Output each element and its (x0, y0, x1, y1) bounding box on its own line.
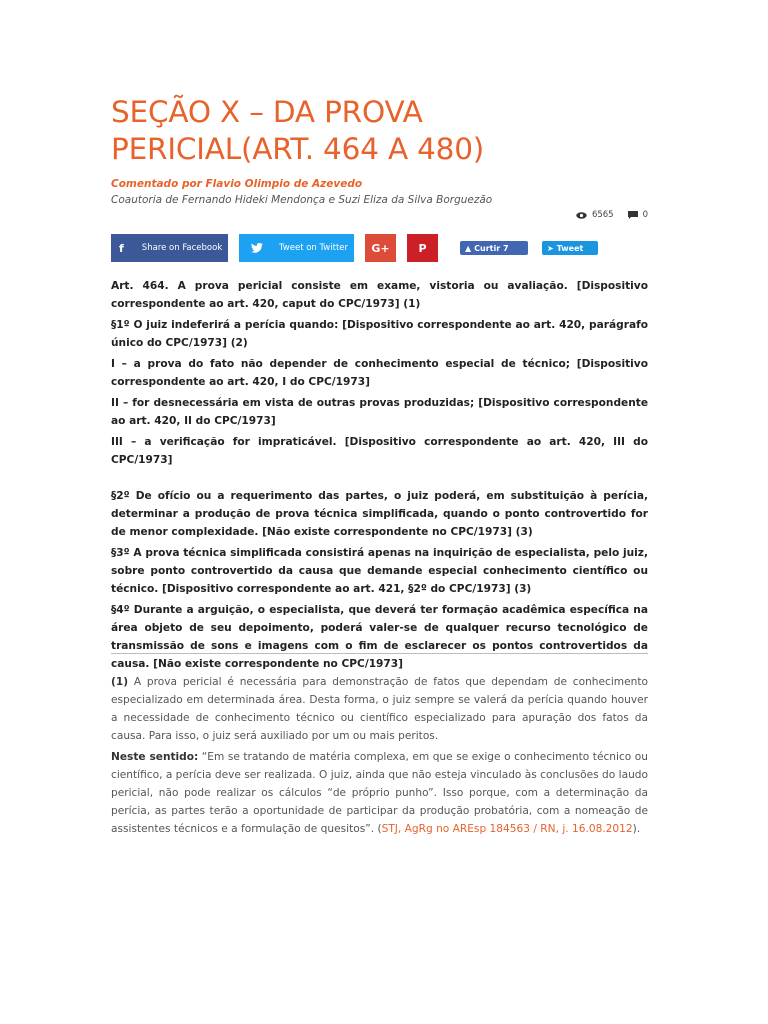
item-iii: III – a verificação for impraticável. [Dispositivo correspondente ao art. 420, III do CPC/1973] (111, 436, 648, 466)
googleplus-icon: G+ (371, 241, 390, 255)
like-label: Curtir 7 (474, 243, 509, 253)
share-twitter-label: Tweet on Twitter (279, 243, 349, 253)
tweet-button[interactable] (542, 241, 598, 255)
article-464: Art. 464. A prova pericial consiste em exame, vistoria ou avaliação. [Dispositivo correspondente ao art. 420, caput do CPC/1973] (1) (111, 280, 648, 310)
paragraph-4: §4º Durante a arguição, o especialista, que deverá ter formação acadêmica específica na área objeto de seu depoimento, poderá valer-se de qualquer recurso tecnológico de transmissão de sons e imagens com o fim de esclarecer os pontos controvertidos da causa. [Não existe correspondente no CPC/1973] (111, 604, 648, 670)
note-1-marker: (1) (111, 676, 129, 688)
share-bar (111, 234, 648, 262)
title-line-1: SEÇÃO X – DA PROVA (111, 95, 423, 129)
commentary (111, 673, 648, 841)
share-facebook-label: Share on Facebook (141, 243, 223, 253)
law-text (111, 277, 648, 676)
note-1 (111, 673, 648, 745)
share-pinterest-button[interactable] (407, 234, 438, 262)
jurisprudence-close: ). (632, 823, 641, 835)
twitter-bird-icon: ➤ (547, 243, 554, 253)
facebook-icon: f (119, 241, 124, 255)
share-facebook-button[interactable] (111, 234, 228, 262)
comments-count: 0 (642, 210, 648, 220)
coauthor-line: Coautoria de Fernando Hideki Mendonça e Suzi Eliza da Silva Borguezão (111, 194, 493, 206)
eye-icon (576, 212, 587, 219)
twitter-icon (251, 243, 263, 253)
share-googleplus-button[interactable] (365, 234, 396, 262)
note-1-text: A prova pericial é necessária para demonstração de fatos que dependam de conhecimento especializado em determinada área. Desta forma, o juiz sempre se valerá da perícia quando houver a necessidade de conhecimento técnico ou científico especializado para apuração dos fatos da causa. Para isso, o juiz será auxiliado por um ou mais peritos. (111, 676, 648, 742)
author-line: Comentado por Flavio Olimpio de Azevedo (111, 178, 363, 190)
tweet-label: Tweet (556, 243, 584, 253)
comment-icon (628, 211, 638, 219)
share-twitter-button[interactable] (239, 234, 354, 262)
jurisprudence-label: Neste sentido: (111, 751, 199, 763)
paragraph-1: §1º O juiz indeferirá a perícia quando: [Dispositivo correspondente ao art. 420, parágrafo único do CPC/1973] (2) (111, 319, 648, 349)
item-ii: II – for desnecessária em vista de outras provas produzidas; [Dispositivo correspondente ao art. 420, II do CPC/1973] (111, 397, 648, 427)
paragraph-3: §3º A prova técnica simplificada consistirá apenas na inquirição de especialista, pelo juiz, sobre ponto controvertido da causa que demande especial conhecimento científico ou técnico. [Dispositivo correspondente ao art. 421, §2º do CPC/1973] (3) (111, 547, 648, 595)
jurisprudence (111, 748, 648, 838)
comments-stat[interactable] (628, 210, 648, 220)
post-stats (576, 210, 648, 220)
views-stat (576, 210, 614, 220)
facebook-like-button[interactable] (460, 241, 528, 255)
thumbs-up-icon: ▲ (465, 243, 472, 253)
page-title (111, 94, 648, 168)
divider (111, 653, 648, 654)
views-count: 6565 (591, 210, 614, 220)
jurisprudence-text: “Em se tratando de matéria complexa, em que se exige o conhecimento técnico ou científico, a perícia deve ser realizada. O juiz, ainda que não esteja vinculado às conclusões do laudo pericial, não pode realizar os cálculos “de próprio punho”. Isso porque, com a determinação da perícia, as partes terão a oportunidade de participar da produção probatória, com a nomeação de assistentes técnicos e a formulação de quesitos”. ( (111, 751, 648, 835)
pinterest-icon: P (418, 241, 427, 255)
title-line-2: PERICIAL(ART. 464 A 480) (111, 132, 485, 166)
item-i: I – a prova do fato não depender de conhecimento especial de técnico; [Dispositivo correspondente ao art. 420, I do CPC/1973] (111, 358, 648, 388)
paragraph-2: §2º De ofício ou a requerimento das partes, o juiz poderá, em substituição à perícia, determinar a produção de prova técnica simplificada, quando o ponto controvertido for de menor complexidade. [Não existe correspondente no CPC/1973] (3) (111, 490, 648, 538)
citation-link[interactable]: STJ, AgRg no AREsp 184563 / RN, j. 16.08.2012 (381, 823, 633, 835)
